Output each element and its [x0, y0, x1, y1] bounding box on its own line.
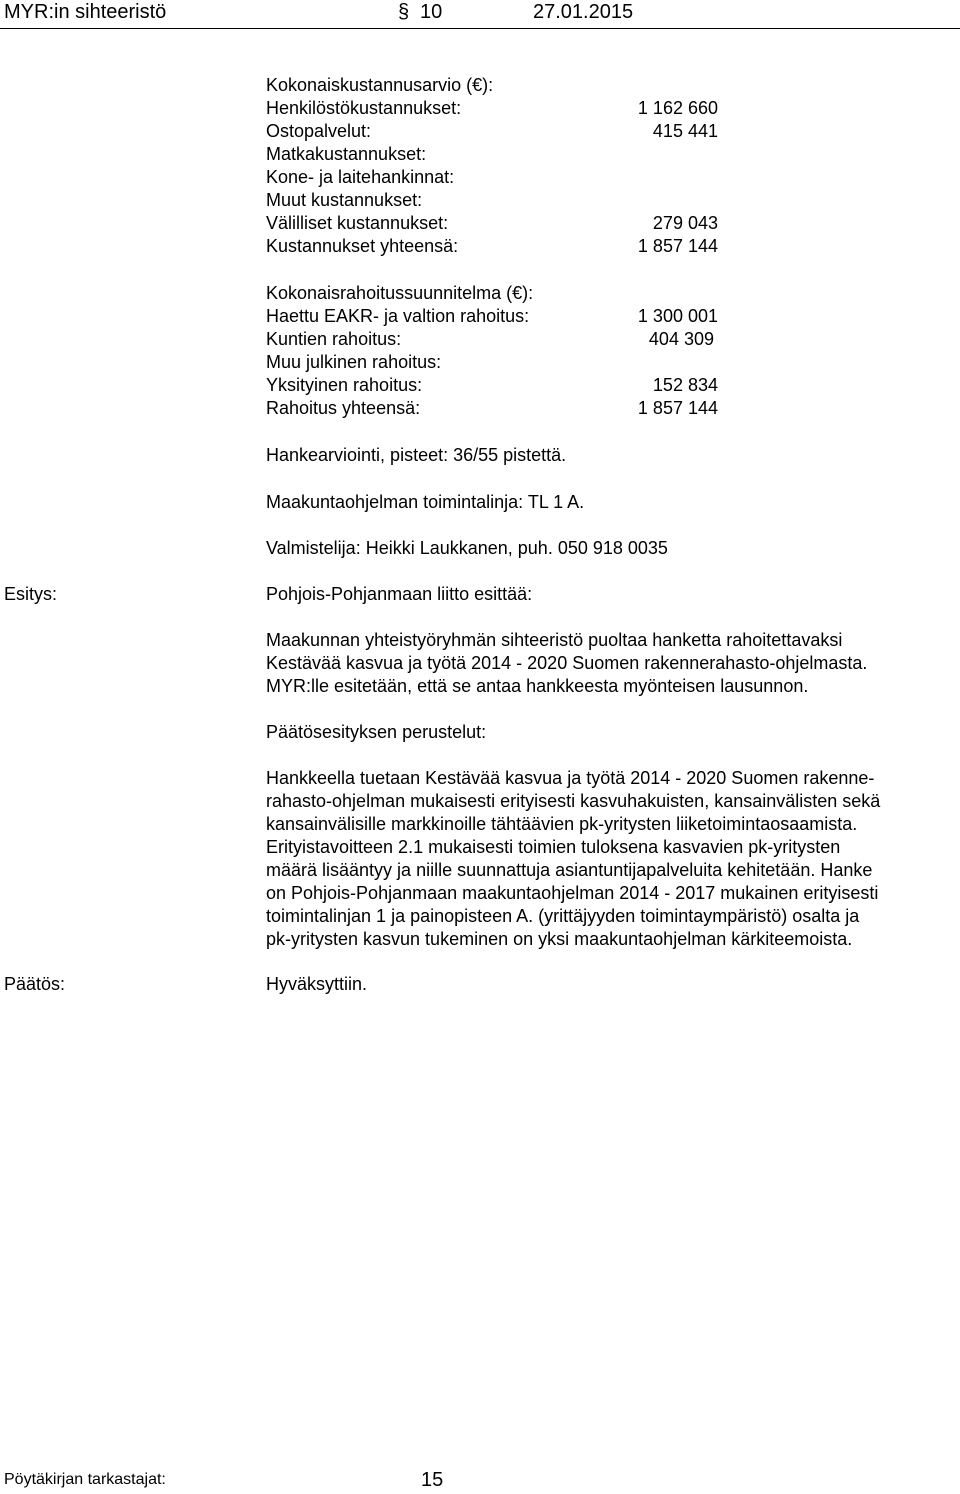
cost-value: 1 857 144: [637, 236, 718, 256]
header-divider: [0, 28, 960, 29]
cost-label: Muut kustannukset:: [266, 190, 423, 210]
rationale-title: Päätösesityksen perustelut:: [266, 722, 487, 742]
cost-row: [266, 120, 718, 143]
rationale-line: Hankkeella tuetaan Kestävää kasvua ja työtä 2014 - 2020 Suomen rakenne-: [266, 768, 875, 788]
rationale-line: rahasto-ohjelman mukaisesti erityisesti kasvuhakuisten, kansainvälisten sekä: [266, 791, 881, 811]
cost-row: [266, 189, 718, 212]
decision-text: Hyväksyttiin.: [266, 974, 368, 994]
cost-total-row: [266, 235, 718, 258]
funding-row: [266, 374, 718, 397]
funding-title: Kokonaisrahoitussuunnitelma (€):: [266, 283, 534, 303]
rationale-line: on Pohjois-Pohjanmaan maakuntaohjelman 2014 - 2017 mukainen erityisesti: [266, 883, 879, 903]
rationale-line: määrä lisääntyy ja niille suunnattuja asiantuntijapalveluita kehitetään. Hanke: [266, 860, 873, 880]
cost-label: Matkakustannukset:: [266, 144, 427, 164]
cost-label: Kone- ja laitehankinnat:: [266, 167, 455, 187]
funding-label: Yksityinen rahoitus:: [266, 375, 423, 395]
section-mark: §: [398, 1, 410, 23]
proposal-intro: Pohjois-Pohjanmaan liitto esittää:: [266, 584, 533, 604]
rationale-line: toimintalinjan 1 ja painopisteen A. (yrittäjyyden toimintaympäristö) osalta ja: [266, 906, 860, 926]
proposal-line: MYR:lle esitetään, että se antaa hankkeesta myönteisen lausunnon.: [266, 676, 809, 696]
cost-row: [266, 143, 718, 166]
cost-row: [266, 212, 718, 235]
footer-label: Pöytäkirjan tarkastajat:: [4, 1471, 166, 1488]
cost-value: 279 043: [652, 213, 718, 233]
funding-row: [266, 351, 718, 374]
preparer-text: Valmistelija: Heikki Laukkanen, puh. 050 918 0035: [266, 538, 668, 558]
funding-row: [266, 328, 718, 351]
section-number: 10: [420, 1, 443, 23]
funding-value: 404 309: [648, 329, 714, 349]
funding-label: Rahoitus yhteensä:: [266, 398, 421, 418]
funding-value: 1 300 001: [637, 306, 718, 326]
proposal-label: Esitys:: [4, 584, 58, 604]
funding-label: Muu julkinen rahoitus:: [266, 352, 442, 372]
header-date: 27.01.2015: [533, 1, 634, 23]
decision-label: Päätös:: [4, 974, 66, 994]
proposal-line: Maakunnan yhteistyöryhmän sihteeristö puoltaa hanketta rahoitettavaksi: [266, 630, 843, 650]
cost-label: Henkilöstökustannukset:: [266, 98, 462, 118]
rationale-line: Erityistavoitteen 2.1 mukaisesti toimien tuloksena kasvavien pk-yritysten: [266, 837, 841, 857]
funding-row: [266, 305, 718, 328]
cost-label: Ostopalvelut:: [266, 121, 372, 141]
cost-label: Kustannukset yhteensä:: [266, 236, 459, 256]
rationale-line: pk-yritysten kasvun tukeminen on yksi maakuntaohjelman kärkiteemoista.: [266, 929, 853, 949]
funding-value: 1 857 144: [637, 398, 718, 418]
page-number: 15: [421, 1469, 444, 1491]
cost-value: 1 162 660: [637, 98, 718, 118]
program-line-text: Maakuntaohjelman toimintalinja: TL 1 A.: [266, 492, 585, 512]
funding-label: Kuntien rahoitus:: [266, 329, 402, 349]
assessment-text: Hankearviointi, pisteet: 36/55 pistettä.: [266, 445, 567, 465]
cost-value: 415 441: [652, 121, 718, 141]
cost-row: [266, 97, 718, 120]
header-org: MYR:in sihteeristö: [4, 1, 167, 23]
funding-label: Haettu EAKR- ja valtion rahoitus:: [266, 306, 530, 326]
cost-label: Välilliset kustannukset:: [266, 213, 449, 233]
cost-row: [266, 166, 718, 189]
costs-title: Kokonaiskustannusarvio (€):: [266, 75, 494, 95]
proposal-line: Kestävää kasvua ja työtä 2014 - 2020 Suomen rakennerahasto-ohjelmasta.: [266, 653, 868, 673]
funding-value: 152 834: [652, 375, 718, 395]
funding-total-row: [266, 397, 718, 420]
rationale-line: kansainvälisille markkinoille tähtäävien pk-yritysten liiketoimintaosaamista.: [266, 814, 858, 834]
